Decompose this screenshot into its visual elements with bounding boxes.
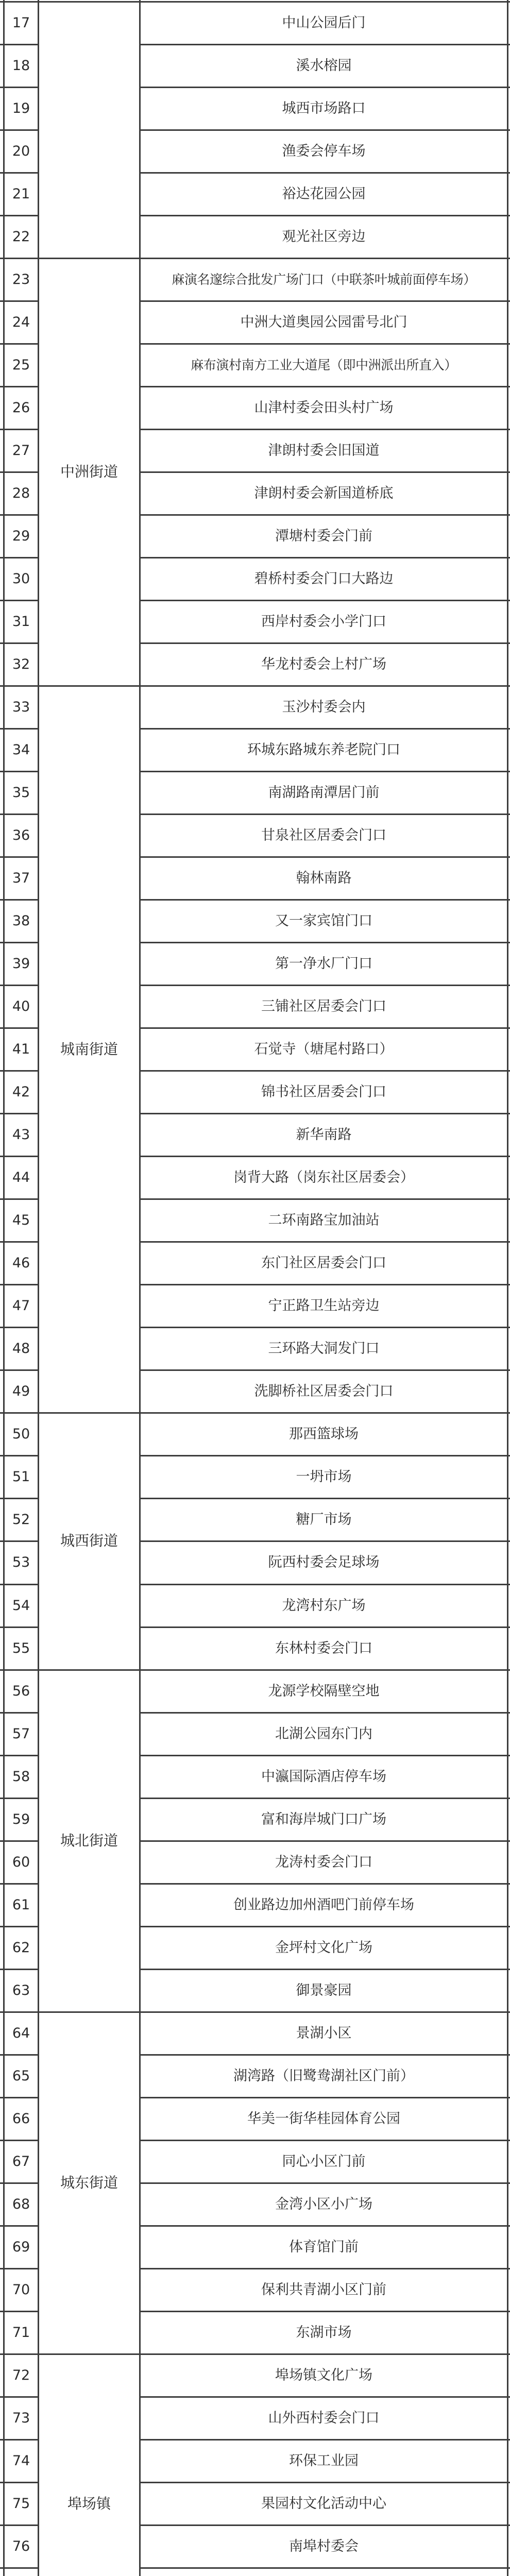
- row-number: 56: [12, 1683, 30, 1700]
- location-name: 麻演名邃综合批发广场门口（中联茶叶城前面停车场）: [172, 272, 476, 287]
- location-name: 富和海岸城门口广场: [261, 1811, 386, 1828]
- location-name: 裕达花园公园: [282, 186, 366, 202]
- row-number: 69: [12, 2239, 30, 2256]
- row-number: 75: [12, 2496, 30, 2512]
- location-name: 洗脚桥社区居委会门口: [254, 1383, 394, 1400]
- location-name: 碧桥村委会门口大路边: [254, 571, 394, 587]
- location-name: 龙涛村委会门口: [275, 1854, 372, 1871]
- row-number: 72: [12, 2367, 30, 2384]
- row-number: 50: [12, 1426, 30, 1443]
- row-number: 39: [12, 956, 30, 972]
- location-name: 津朗村委会旧国道: [268, 443, 380, 459]
- district-cell: 埠场镇: [67, 2495, 111, 2512]
- location-name: 环城东路城东养老院门口: [247, 742, 400, 758]
- location-name: 华美一街华桂园体育公园: [247, 2111, 400, 2127]
- row-number: 48: [12, 1341, 30, 1357]
- row-number: 63: [12, 1982, 30, 1999]
- row-number: 46: [12, 1255, 30, 1272]
- row-number: 41: [12, 1041, 30, 1058]
- location-name: 景湖小区: [296, 2025, 352, 2042]
- location-name: 果园村文化活动中心: [261, 2496, 386, 2512]
- row-number: 70: [12, 2282, 30, 2298]
- location-name: 玉沙村委会内: [282, 699, 366, 716]
- row-number: 54: [12, 1598, 30, 1614]
- location-name: 金湾小区小广场: [275, 2196, 372, 2213]
- location-name: [141, 2569, 507, 2576]
- row-number: 20: [12, 143, 30, 160]
- location-name: 山外西村委会门口: [268, 2410, 380, 2427]
- row-number: 76: [12, 2538, 30, 2555]
- location-name: 溪水榕园: [296, 58, 352, 74]
- district-cell: 中洲街道: [60, 463, 118, 481]
- district-cell: 城西街道: [60, 1532, 118, 1550]
- row-number: 38: [12, 913, 30, 929]
- location-name: 观光社区旁边: [282, 229, 366, 245]
- location-name: 津朗村委会新国道桥底: [254, 485, 394, 502]
- location-name: 山津村委会田头村广场: [254, 400, 394, 416]
- row-number: 21: [12, 186, 30, 202]
- location-name: 东门社区居委会门口: [261, 1255, 386, 1272]
- row-number: 45: [12, 1212, 30, 1229]
- location-name: 那西篮球场: [289, 1426, 359, 1443]
- location-name: 糖厂市场: [296, 1512, 352, 1528]
- row-number: 68: [12, 2196, 30, 2213]
- row-number: 36: [12, 827, 30, 844]
- row-number: 26: [12, 400, 30, 416]
- row-number: 47: [12, 1298, 30, 1314]
- district-cell: [39, 3, 139, 258]
- location-name: 岗背大路（岗东社区居委会）: [233, 1170, 414, 1186]
- row-number: 27: [12, 443, 30, 459]
- location-name: 城西市场路口: [282, 100, 366, 117]
- location-name: 龙源学校隔壁空地: [268, 1683, 380, 1700]
- row-number: 40: [12, 998, 30, 1015]
- location-name: 阮西村委会足球场: [268, 1554, 380, 1571]
- location-name: 二环南路宝加油站: [268, 1212, 380, 1229]
- location-name: 麻布演村南方工业大道尾（即中洲派出所直入）: [191, 357, 457, 372]
- location-name: 埠场镇文化广场: [275, 2367, 372, 2384]
- row-number: 71: [12, 2325, 30, 2341]
- location-name: 又一家宾馆门口: [275, 913, 372, 929]
- location-name: 翰林南路: [296, 870, 352, 887]
- row-number: 57: [12, 1726, 30, 1742]
- location-name: 东林村委会门口: [275, 1640, 372, 1657]
- location-name: 华龙村委会上村广场: [261, 656, 386, 673]
- location-name: 三铺社区居委会门口: [261, 998, 386, 1015]
- location-name: 保利共青湖小区门前: [261, 2282, 386, 2298]
- row-number: 55: [12, 1640, 30, 1657]
- row-number: 25: [12, 357, 30, 374]
- location-name: 中瀛国际酒店停车场: [261, 1769, 386, 1785]
- row-number: 17: [12, 15, 30, 31]
- location-name: 南埠村委会: [289, 2538, 359, 2555]
- row-number: 65: [12, 2068, 30, 2084]
- row-number: 64: [12, 2025, 30, 2042]
- district-cell: 城南街道: [60, 1040, 118, 1058]
- row-number: 28: [12, 485, 30, 502]
- row-number: 44: [12, 1170, 30, 1186]
- location-name: 锦书社区居委会门口: [261, 1084, 386, 1100]
- row-number: 32: [12, 656, 30, 673]
- row-number: 59: [12, 1811, 30, 1828]
- location-name: 北湖公园东门内: [275, 1726, 372, 1742]
- district-cell: 城北街道: [60, 1832, 118, 1850]
- location-name: 石觉寺（塘尾村路口）: [254, 1041, 394, 1058]
- location-name: 创业路边加州酒吧门前停车场: [233, 1897, 414, 1913]
- row-number: 19: [12, 100, 30, 117]
- row-number: 29: [12, 528, 30, 545]
- location-name: 第一净水厂门口: [275, 956, 372, 972]
- row-number: 18: [12, 58, 30, 74]
- row-number: 52: [12, 1512, 30, 1528]
- row-number: 53: [12, 1554, 30, 1571]
- location-name: 西岸村委会小学门口: [261, 614, 386, 630]
- row-number: 35: [12, 785, 30, 801]
- row-number: 60: [12, 1854, 30, 1871]
- location-name: 甘泉社区居委会门口: [261, 827, 386, 844]
- row-number: 33: [12, 699, 30, 716]
- location-name: 同心小区门前: [282, 2154, 366, 2170]
- row-number: 37: [12, 870, 30, 887]
- location-name: 三环路大洞发门口: [268, 1341, 380, 1357]
- location-name: 中山公园后门: [282, 15, 366, 31]
- row-number: 34: [12, 742, 30, 758]
- row-number: 74: [12, 2453, 30, 2469]
- row-number: 43: [12, 1127, 30, 1143]
- row-number: 51: [12, 1469, 30, 1485]
- location-name: 龙湾村东广场: [282, 1598, 366, 1614]
- location-name: 东湖市场: [296, 2325, 352, 2341]
- location-name: 新华南路: [296, 1127, 352, 1143]
- row-number: 23: [12, 272, 30, 288]
- row-number: [5, 2569, 38, 2576]
- row-number: 22: [12, 229, 30, 245]
- row-number: 30: [12, 571, 30, 587]
- location-name: 中洲大道奥园公园雷号北门: [240, 314, 407, 331]
- location-name: 南湖路南潭居门前: [268, 785, 380, 801]
- location-name: 环保工业园: [289, 2453, 359, 2469]
- row-number: 67: [12, 2154, 30, 2170]
- location-name: 湖湾路（旧鹭鸯湖社区门前）: [233, 2068, 414, 2084]
- row-number: 66: [12, 2111, 30, 2127]
- location-name: 宁正路卫生站旁边: [268, 1298, 380, 1314]
- location-name: 潭塘村委会门前: [275, 528, 372, 545]
- location-name: 御景豪园: [296, 1982, 352, 1999]
- row-number: 61: [12, 1897, 30, 1913]
- location-name: 体育馆门前: [289, 2239, 359, 2256]
- location-name: 一坍市场: [296, 1469, 352, 1485]
- row-number: 73: [12, 2410, 30, 2427]
- row-number: 42: [12, 1084, 30, 1100]
- row-number: 24: [12, 314, 30, 331]
- row-number: 58: [12, 1769, 30, 1785]
- row-number: 49: [12, 1383, 30, 1400]
- row-number: 31: [12, 614, 30, 630]
- district-cell: 城东街道: [60, 2174, 118, 2192]
- location-name: 渔委会停车场: [282, 143, 366, 160]
- row-number: 62: [12, 1940, 30, 1956]
- location-name: 金坪村文化广场: [275, 1940, 372, 1956]
